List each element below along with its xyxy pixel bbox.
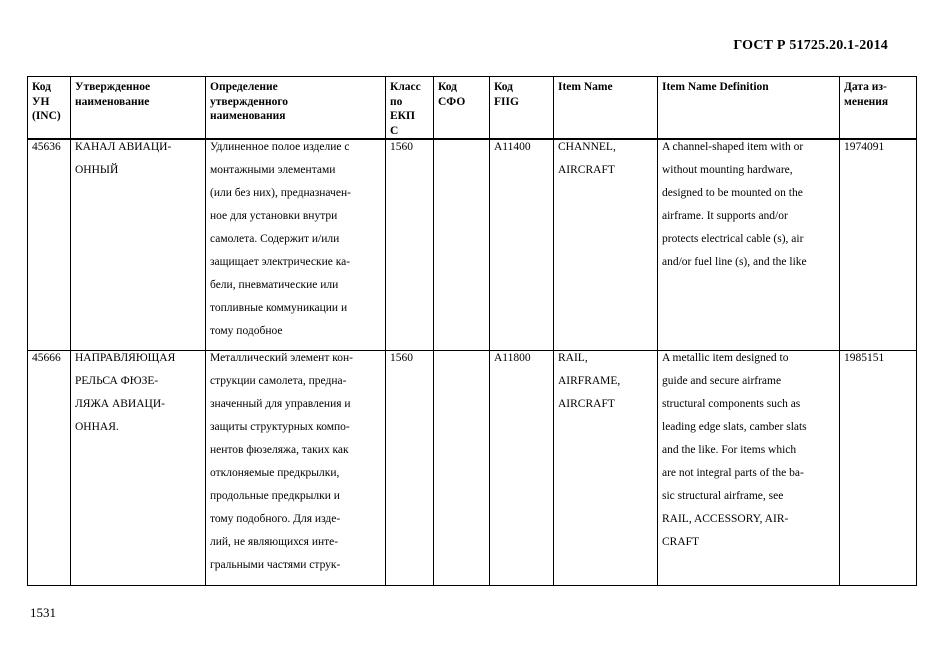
cell-approved-name bbox=[71, 351, 206, 586]
cell-fiig-text: A11800 bbox=[494, 352, 531, 364]
document-standard-header: ГОСТ Р 51725.20.1-2014 bbox=[733, 38, 888, 53]
cell-class-text: 1560 bbox=[390, 141, 413, 153]
classification-table bbox=[27, 76, 917, 586]
column-header-code: Код УН (INC) bbox=[28, 77, 71, 140]
cell-item-name-text: RAIL, AIRFRAME, AIRCRAFT bbox=[558, 352, 621, 410]
cell-approved-name bbox=[71, 139, 206, 351]
cell-sfo bbox=[434, 139, 490, 351]
cell-sfo bbox=[434, 351, 490, 586]
cell-code bbox=[28, 139, 71, 351]
column-header-approved-name: Утвержденное наименование bbox=[71, 77, 206, 140]
cell-fiig-text: A11400 bbox=[494, 141, 531, 153]
cell-code-text: 45636 bbox=[32, 141, 61, 153]
cell-item-definition bbox=[658, 139, 840, 351]
cell-code bbox=[28, 351, 71, 586]
cell-class bbox=[386, 139, 434, 351]
column-header-fiig: Код FIIG bbox=[490, 77, 554, 140]
cell-definition-text: Удлиненное полое изделие с монтажными элементами (или без них), предназначен- ное для установки внутри самолета. Содержит и/или защищает электрические ка- бели, пневматические или топливные коммуникации и тому подобное bbox=[210, 141, 351, 337]
cell-code-text: 45666 bbox=[32, 352, 61, 364]
cell-approved-name-text: НАПРАВЛЯЮЩАЯ РЕЛЬСА ФЮЗЕ- ЛЯЖА АВИАЦИ- ОННАЯ. bbox=[75, 352, 176, 433]
column-header-item-definition: Item Name Definition bbox=[658, 77, 840, 140]
column-header-sfo: Код СФО bbox=[434, 77, 490, 140]
cell-definition bbox=[206, 351, 386, 586]
cell-fiig bbox=[490, 351, 554, 586]
column-header-class: Класс по ЕКП С bbox=[386, 77, 434, 140]
cell-change-date bbox=[840, 351, 917, 586]
table-row bbox=[28, 139, 917, 351]
column-header-item-name: Item Name bbox=[554, 77, 658, 140]
column-header-definition: Определение утвержденного наименования bbox=[206, 77, 386, 140]
table-header-row bbox=[28, 77, 917, 140]
cell-item-name-text: CHANNEL, AIRCRAFT bbox=[558, 141, 616, 176]
cell-definition bbox=[206, 139, 386, 351]
table-row bbox=[28, 351, 917, 586]
cell-change-date bbox=[840, 139, 917, 351]
cell-item-definition bbox=[658, 351, 840, 586]
page-number: 1531 bbox=[30, 605, 56, 620]
cell-change-date-text: 1985151 bbox=[844, 352, 885, 364]
cell-item-name bbox=[554, 139, 658, 351]
cell-item-definition-text: A metallic item designed to guide and secure airframe structural components such as leading edge slats, camber slats and the like. For items which are not integral parts of the ba- sic structural airframe, see RAIL, ACCESSORY, AIR- CRAFT bbox=[662, 352, 807, 548]
cell-definition-text: Металлический элемент кон- струкции самолета, предна- значенный для управления и защиты структурных компо- нентов фюзеляжа, таких как отклоняемые предкрылки, продольные предкрылки и тому подобного. Для изде- лий, не являющихся инте- гральными частями струк- bbox=[210, 352, 353, 571]
cell-class-text: 1560 bbox=[390, 352, 413, 364]
column-header-change-date: Дата из- менения bbox=[840, 77, 917, 140]
cell-approved-name-text: КАНАЛ АВИАЦИ- ОННЫЙ bbox=[75, 141, 172, 176]
cell-fiig bbox=[490, 139, 554, 351]
cell-item-name bbox=[554, 351, 658, 586]
cell-class bbox=[386, 351, 434, 586]
cell-item-definition-text: A channel-shaped item with or without mounting hardware, designed to be mounted on the airframe. It supports and/or protects electrical cable (s), air and/or fuel line (s), and the like bbox=[662, 141, 807, 268]
cell-change-date-text: 1974091 bbox=[844, 141, 885, 153]
